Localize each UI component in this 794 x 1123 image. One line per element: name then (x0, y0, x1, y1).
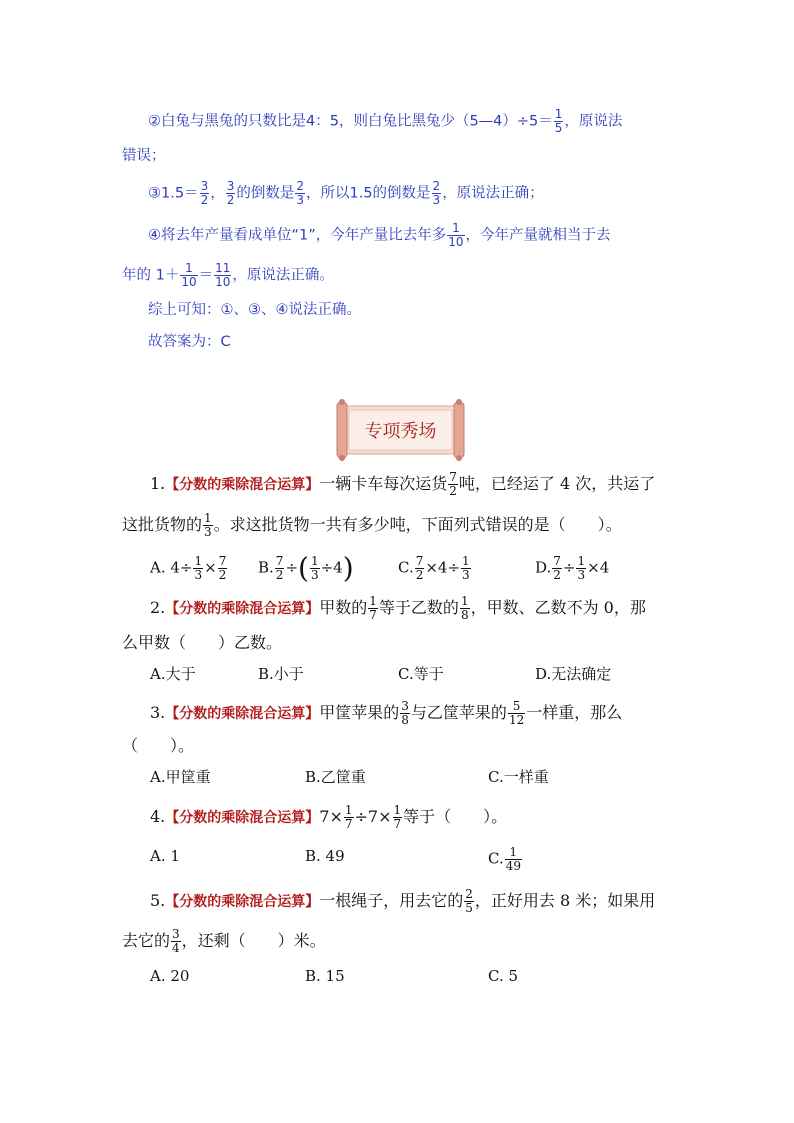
fraction: $\frac{1}{49}$ (505, 845, 521, 873)
solution-line-4: ④将去年产量看成单位“1”，今年产量比去年多 $\frac{1}{10}$ ，今年产量就相当于去 (148, 221, 611, 249)
fraction: $\frac{1}{5}$ (554, 107, 563, 135)
q1-option-d[interactable]: D. $\frac{7}{2}$ ÷ $\frac{1}{3}$ ×4 (535, 554, 610, 582)
fraction: $\frac{7}{2}$ (218, 554, 227, 582)
banner-title: 专项秀场 (364, 421, 437, 442)
fraction: $\frac{2}{3}$ (296, 179, 304, 207)
solution-answer: 故答案为：C (148, 334, 231, 350)
fraction: $\frac{1}{7}$ (393, 803, 402, 831)
q1-option-a[interactable]: A. 4÷ $\frac{1}{3}$ × $\frac{7}{2}$ (150, 554, 227, 582)
fraction: $\frac{3}{4}$ (172, 927, 180, 955)
question-3: 3.【分数的乘除混合运算】甲筐苹果的 $\frac{3}{8}$ 与乙筐苹果的 $\frac{5}{12}$ 一样重，那么 (150, 699, 623, 727)
question-2-cont: 么甲数（ ）乙数。 (122, 633, 283, 652)
q2-option-c[interactable]: C.等于 (398, 665, 444, 683)
q2-option-b[interactable]: B.小于 (258, 665, 304, 683)
q5-option-a[interactable]: A. 20 (150, 967, 190, 985)
q3-option-c[interactable]: C.一样重 (488, 768, 549, 786)
q1-option-c[interactable]: C. $\frac{7}{2}$ ×4÷ $\frac{1}{3}$ (398, 554, 470, 582)
fraction: $\frac{3}{8}$ (401, 699, 409, 727)
q3-option-b[interactable]: B.乙筐重 (305, 768, 366, 786)
fraction: $\frac{1}{7}$ (369, 594, 377, 622)
fraction: $\frac{1}{10}$ (181, 261, 197, 289)
fraction: $\frac{5}{12}$ (508, 699, 525, 727)
fraction: $\frac{7}{2}$ (449, 470, 457, 498)
q5-option-c[interactable]: C. 5 (488, 967, 519, 985)
fraction: $\frac{1}{3}$ (577, 554, 586, 582)
fraction: $\frac{1}{3}$ (310, 554, 319, 582)
question-tag: 【分数的乘除混合运算】 (165, 810, 320, 826)
q4-option-c[interactable]: C. $\frac{1}{49}$ (488, 845, 521, 873)
fraction: $\frac{1}{10}$ (448, 221, 464, 249)
fraction: $\frac{3}{2}$ (200, 179, 209, 207)
question-tag: 【分数的乘除混合运算】 (165, 706, 320, 722)
fraction: $\frac{1}{3}$ (204, 511, 212, 539)
q5-option-b[interactable]: B. 15 (305, 967, 345, 985)
question-tag: 【分数的乘除混合运算】 (165, 894, 320, 910)
fraction: $\frac{11}{10}$ (215, 261, 231, 289)
question-3-cont: （ ）。 (122, 736, 195, 755)
fraction: $\frac{1}{8}$ (460, 594, 469, 622)
solution-summary: 综上可知：①、③、④说法正确。 (148, 302, 361, 318)
left-paren-icon: ( (298, 551, 309, 585)
q4-option-a[interactable]: A. 1 (150, 847, 180, 865)
fraction: $\frac{1}{3}$ (194, 554, 203, 582)
fraction: $\frac{3}{2}$ (226, 179, 235, 207)
fraction: $\frac{7}{2}$ (275, 554, 284, 582)
q2-option-d[interactable]: D.无法确定 (535, 665, 612, 683)
q1-option-b[interactable]: B. $\frac{7}{2}$ ÷( $\frac{1}{3}$ ÷4) (258, 551, 354, 585)
question-4: 4.【分数的乘除混合运算】7× $\frac{1}{7}$ ÷7× $\frac{1}{7}$ 等于（ ）。 (150, 803, 508, 831)
question-1-cont: 这批货物的 $\frac{1}{3}$ 。求这批货物一共有多少吨，下面列式错误的是（ ）。 (122, 511, 622, 539)
question-1: 1.【分数的乘除混合运算】一辆卡车每次运货 $\frac{7}{2}$ 吨，已经运了 4 次，共运了 (150, 470, 656, 498)
question-tag: 【分数的乘除混合运算】 (165, 477, 320, 493)
question-5: 5.【分数的乘除混合运算】一根绳子，用去它的 $\frac{2}{5}$ ，正好用去 8 米；如果用 (150, 887, 656, 915)
question-2: 2.【分数的乘除混合运算】甲数的 $\frac{1}{7}$ 等于乙数的 $\frac{1}{8}$ ，甲数、乙数不为 0，那 (150, 594, 646, 622)
q3-option-a[interactable]: A.甲筐重 (150, 768, 211, 786)
fraction: $\frac{1}{3}$ (462, 554, 470, 582)
section-banner (333, 398, 468, 462)
solution-line-2: ②白兔与黑兔的只数比是4：5，则白兔比黑兔少（5—4）÷5＝ $\frac{1}{5}$ ，原说法 (148, 107, 623, 135)
solution-line-2-cont: 错误； (122, 148, 166, 164)
q4-option-b[interactable]: B. 49 (305, 847, 345, 865)
fraction: $\frac{2}{5}$ (465, 887, 473, 915)
q2-option-a[interactable]: A.大于 (150, 665, 196, 683)
fraction: $\frac{7}{2}$ (415, 554, 424, 582)
question-5-cont: 去它的 $\frac{3}{4}$ ，还剩（ ）米。 (122, 927, 326, 955)
fraction: $\frac{1}{7}$ (344, 803, 353, 831)
fraction: $\frac{7}{2}$ (553, 554, 561, 582)
question-tag: 【分数的乘除混合运算】 (165, 601, 320, 617)
solution-line-4-cont: 年的 1＋ $\frac{1}{10}$ ＝ $\frac{11}{10}$ ，原说法正确。 (122, 261, 334, 289)
solution-line-3: ③1.5＝ $\frac{3}{2}$ ， $\frac{3}{2}$ 的倒数是 $\frac{2}{3}$ ，所以1.5的倒数是 $\frac{2}{3}$ ，原说法正确； (148, 179, 544, 207)
right-paren-icon: ) (342, 551, 354, 585)
fraction: $\frac{2}{3}$ (432, 179, 441, 207)
